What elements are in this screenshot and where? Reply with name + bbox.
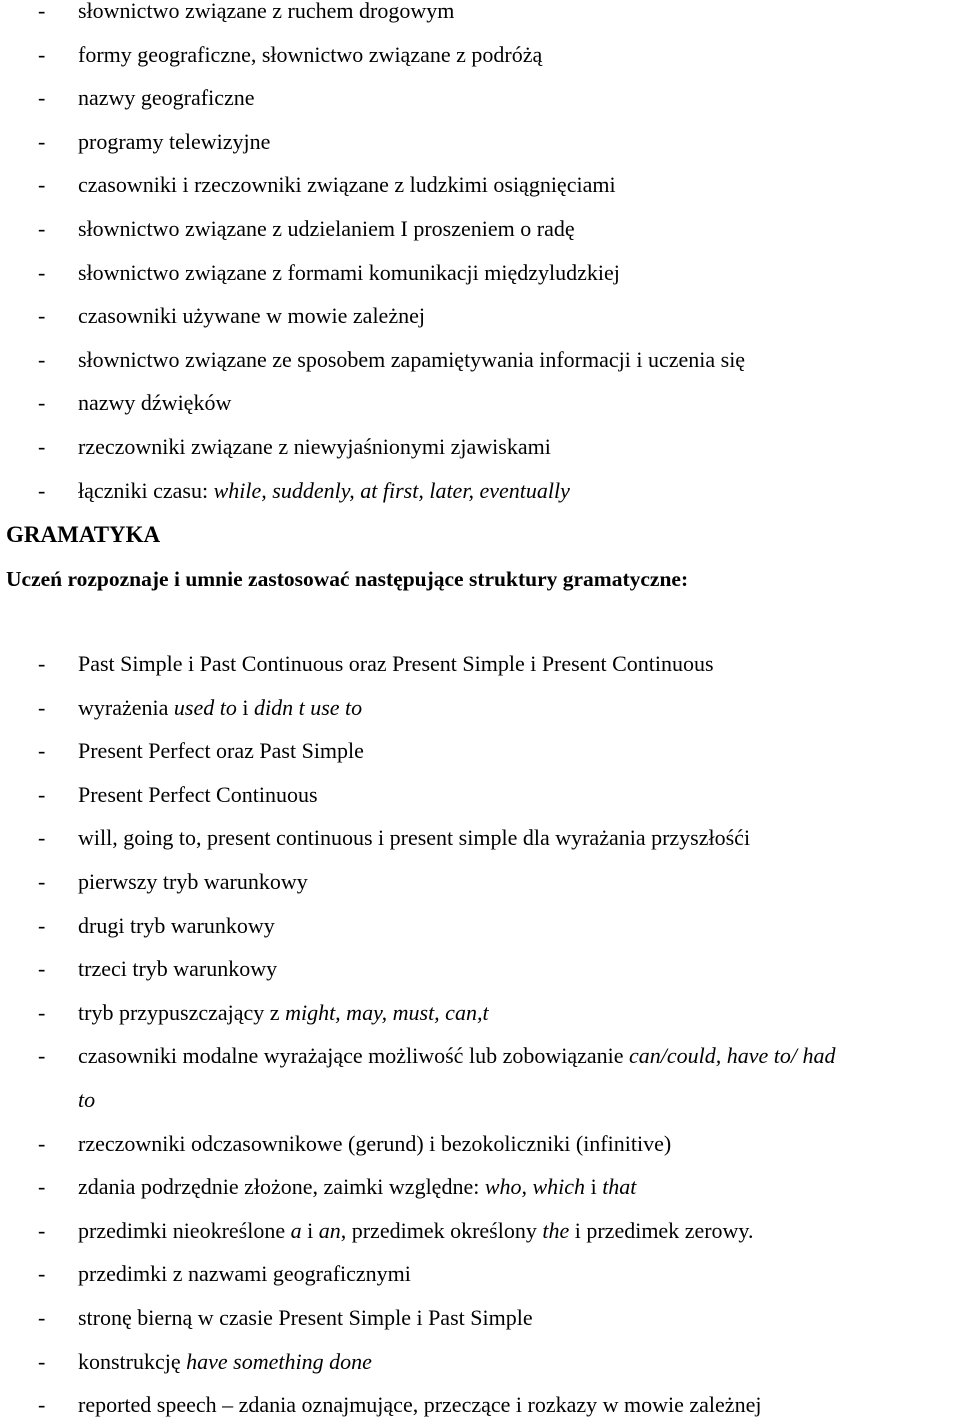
bullet-dash: - [38,825,46,851]
list-item-text: nazwy geograficzne [78,85,255,111]
list-item-text: słownictwo związane z formami komunikacji międzyludzkiej [78,259,620,285]
bullet-dash: - [38,1305,46,1330]
list-item-text: tryb przypuszczający z might, may, must, can,t [78,999,489,1025]
list-item-text: pierwszy tryb warunkowy [78,869,308,894]
list-item-text: to [78,1087,96,1112]
list-item-text: programy telewizyjne [78,128,271,154]
list-item-text: łączniki czasu: while, suddenly, at first, later, eventually [78,477,570,503]
bullet-dash: - [38,172,46,198]
list-item-text: rzeczowniki związane z niewyjaśnionymi zjawiskami [78,434,551,459]
list-item-text: czasowniki modalne wyrażające możliwość lub zobowiązanie can/could, have to/ had [78,1043,836,1069]
list-item-text: wyrażenia used to i didn t use to [78,694,363,720]
bullet-dash: - [38,390,46,416]
list-item-text: will, going to, present continuous i present simple dla wyrażania przyszłośći [78,825,751,851]
bullet-dash: - [38,85,46,111]
bullet-dash: - [38,651,46,676]
bullet-dash: - [38,41,46,67]
list-item-text: Present Perfect Continuous [78,781,318,807]
section-heading: GRAMATYKA [6,522,161,547]
bullet-dash: - [38,434,46,459]
list-item-text: słownictwo związane z ruchem drogowym [78,0,455,23]
list-item-text: słownictwo związane z udzielaniem I proszeniem o radę [78,216,575,241]
bullet-dash: - [38,999,46,1025]
list-item-text: zdania podrzędnie złożone, zaimki względne: who, which i that [78,1174,637,1200]
bullet-dash: - [38,738,46,764]
list-item-text: czasowniki i rzeczowniki związane z ludzkimi osiągnięciami [78,172,616,198]
bullet-dash: - [38,346,46,372]
bullet-dash: - [38,1348,46,1374]
bullet-dash: - [38,0,46,23]
list-item-text: czasowniki używane w mowie zależnej [78,303,425,329]
list-item-text: nazwy dźwięków [78,390,232,416]
bullet-dash: - [38,303,46,329]
bullet-dash: - [38,694,46,720]
bullet-dash: - [38,912,46,938]
bullet-dash: - [38,869,46,894]
list-item-text: stronę bierną w czasie Present Simple i Past Simple [78,1305,533,1330]
bullet-dash: - [38,781,46,807]
list-item-text: przedimki z nazwami geograficznymi [78,1261,411,1287]
bullet-dash: - [38,216,46,241]
list-item-text: reported speech – zdania oznajmujące, przeczące i rozkazy w mowie zależnej [78,1392,762,1418]
list-item-text: Present Perfect oraz Past Simple [78,738,364,764]
bullet-dash: - [38,1261,46,1287]
bullet-dash: - [38,1174,46,1200]
bullet-dash: - [38,1043,46,1069]
bullet-dash: - [38,128,46,154]
list-item-text: rzeczowniki odczasownikowe (gerund) i bezokoliczniki (infinitive) [78,1130,672,1156]
list-item-text: trzeci tryb warunkowy [78,956,278,982]
list-item-text: Past Simple i Past Continuous oraz Present Simple i Present Continuous [78,651,714,676]
list-item-text: przedimki nieokreślone a i an, przedimek określony the i przedimek zerowy. [78,1217,754,1243]
list-item-text: formy geograficzne, słownictwo związane z podróżą [78,41,543,67]
bullet-dash: - [38,956,46,982]
bullet-dash: - [38,1130,46,1156]
bullet-dash: - [38,477,46,503]
list-item-text: słownictwo związane ze sposobem zapamiętywania informacji i uczenia się [78,346,746,372]
list-item-text: drugi tryb warunkowy [78,912,275,938]
list-item-text: konstrukcję have something done [78,1348,372,1374]
bullet-dash: - [38,1217,46,1243]
bullet-dash: - [38,1392,46,1418]
section-subheading: Uczeń rozpoznaje i umnie zastosować następujące struktury gramatyczne: [6,567,689,591]
bullet-dash: - [38,259,46,285]
